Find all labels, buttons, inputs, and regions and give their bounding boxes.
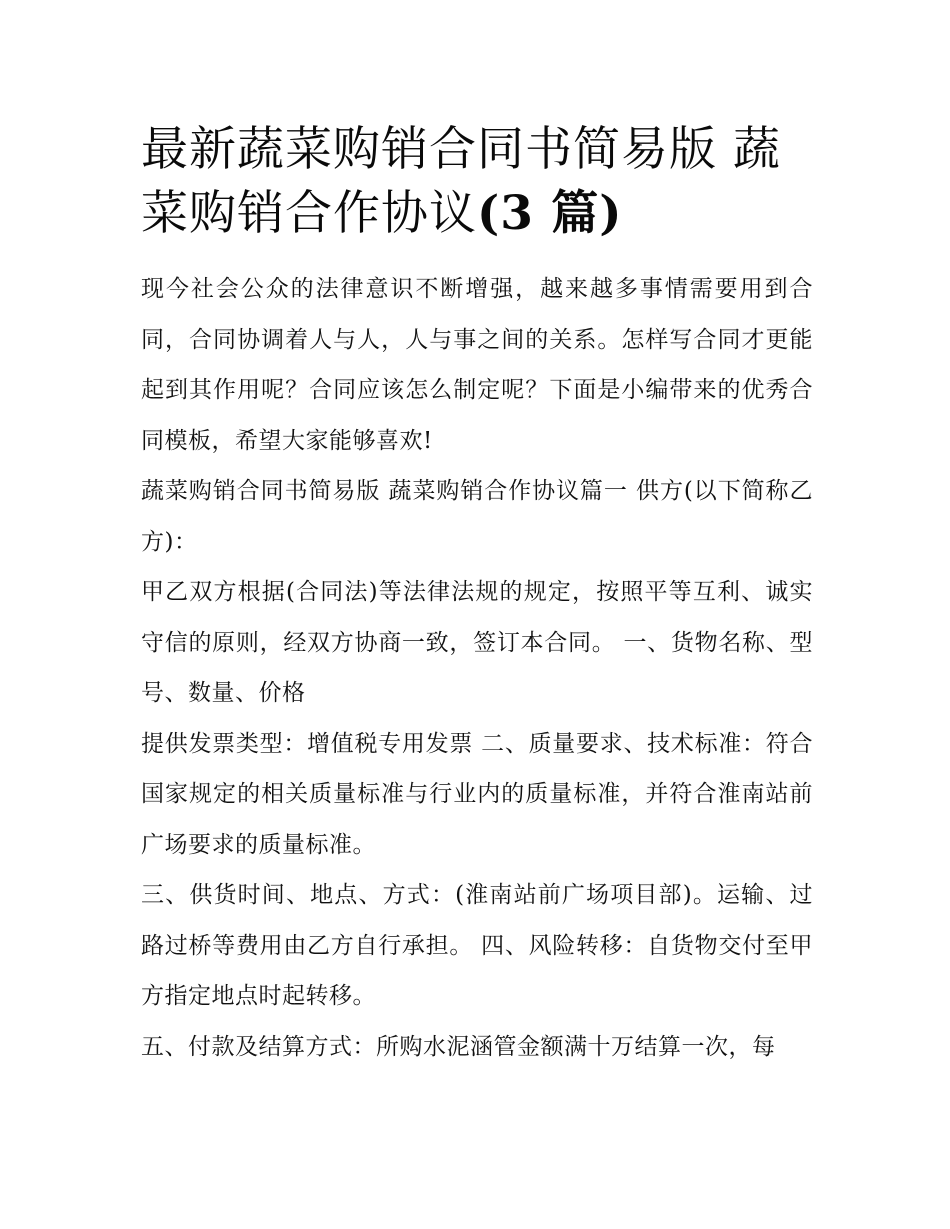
- title-count: (3 篇): [477, 186, 623, 241]
- title-main: 最新蔬菜购销合同书简易版 蔬菜购销合作协议: [141, 122, 781, 241]
- delivery-paragraph: 三、供货时间、地点、方式：(淮南站前广场项目部)。运输、过路过桥等费用由乙方自行承担。 四、风险转移：自货物交付至甲方指定地点时起转移。: [141, 882, 813, 1009]
- section-heading-paragraph: 蔬菜购销合同书简易版 蔬菜购销合作协议篇一 供方(以下简称乙方)：: [141, 478, 813, 555]
- document-page: [141, 118, 813, 1072]
- intro-paragraph: 现今社会公众的法律意识不断增强，越来越多事情需要用到合同，合同协调着人与人，人与事之间的关系。怎样写合同才更能起到其作用呢？合同应该怎么制定呢？下面是小编带来的优秀合同模板，希望大家能够喜欢!: [141, 276, 813, 454]
- document-title: [141, 118, 813, 246]
- payment-paragraph: 五、付款及结算方式：所购水泥涵管金额满十万结算一次，每: [141, 1033, 776, 1060]
- agreement-paragraph: 甲乙双方根据(合同法)等法律法规的规定，按照平等互利、诚实守信的原则，经双方协商一致，签订本合同。 一、货物名称、型号、数量、价格: [141, 579, 813, 706]
- invoice-quality-paragraph: 提供发票类型：增值税专用发票 二、质量要求、技术标准：符合国家规定的相关质量标准与行业内的质量标准，并符合淮南站前广场要求的质量标准。: [141, 730, 813, 858]
